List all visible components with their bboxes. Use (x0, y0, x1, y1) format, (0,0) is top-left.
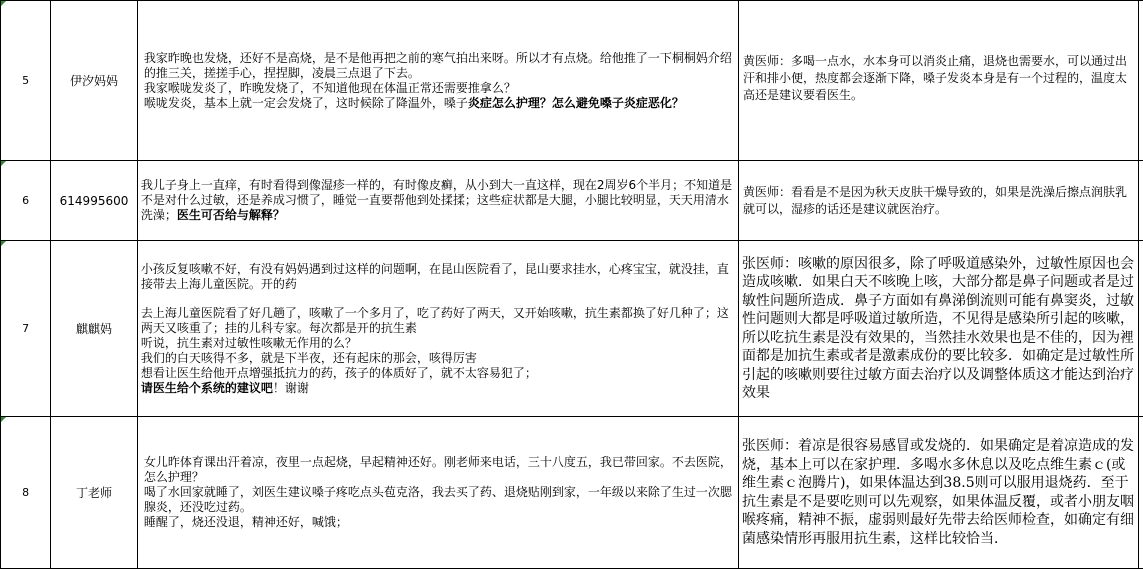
question-line: 我家昨晚也发烧，还好不是高烧，是不是他再把之前的寒气拍出来呀。所以才有点烧。给他推了一下桐桐妈介绍的推三关，搓搓手心，捏捏脚，凌晨三点退了下去。 (144, 51, 735, 81)
question-bold-text: 医生可否给与解释？ (177, 208, 285, 222)
next-column-cell[interactable] (1139, 161, 1143, 241)
row-number-cell[interactable] (1, 417, 51, 569)
next-column-cell[interactable] (1139, 1, 1143, 161)
asker-name: 麒麒妈 (76, 322, 112, 336)
question-line: 我家喉咙发炎了，昨晚发烧了，不知道他现在体温正常还需要推拿么？ (144, 81, 735, 96)
row-number-cell[interactable] (1, 1, 51, 161)
cell-comment-marker (1, 161, 6, 166)
row-number: 6 (22, 194, 29, 207)
question-line: 喝了水回家就睡了，刘医生建议嗓子疼吃点头苞克洛，我去买了药、退烧贴刚到家，一年级以来除了生过一次腮腺炎，还没吃过药。 (144, 485, 735, 515)
question-line: 小孩反复咳嗽不好，有没有妈妈遇到过这样的问题啊，在昆山医院看了，昆山要求挂水，心疼宝宝，就没挂，直接带去上海儿童医院。开的药 (141, 262, 735, 292)
question-line: 女儿昨体育课出汗着凉，夜里一点起烧，早起精神还好。刚老师来电话，三十八度五，我已带回家。不去医院，怎么护理？ (144, 455, 735, 485)
answer-cell[interactable] (738, 161, 1138, 241)
doctor-answer: 黄医师：多喝一点水，水本身可以消炎止痛，退烧也需要水，可以通过出汗和排小便，热度都会逐渐下降，嗓子发炎本身是有一个过程的，温度太高还是建议要看医生。 (743, 54, 1127, 102)
asker-name-cell[interactable] (51, 1, 138, 161)
row-number: 5 (22, 74, 29, 87)
table-row (1, 241, 1143, 417)
question-line: 我们的白天咳得不多，就是下半夜，还有起床的那会，咳得厉害 (141, 351, 735, 366)
question-line: 睡醒了，烧还没退，精神还好，喊饿； (144, 515, 735, 530)
answer-cell[interactable] (738, 417, 1138, 569)
question-cell[interactable] (137, 161, 738, 241)
table-row (1, 1, 1143, 161)
question-cell[interactable] (137, 241, 738, 417)
cell-comment-marker (1, 241, 6, 246)
table-row (1, 161, 1143, 241)
cell-comment-marker (1, 417, 6, 422)
row-number-cell[interactable] (1, 161, 51, 241)
asker-name-cell[interactable] (51, 241, 138, 417)
answer-cell[interactable] (738, 241, 1138, 417)
question-line: 喉咙发炎，基本上就一定会发烧了，这时候除了降温外，嗓子炎症怎么护理？怎么避免嗓子炎症恶化？ (144, 96, 735, 111)
question-bold-text: 炎症怎么护理？怎么避免嗓子炎症恶化？ (468, 96, 684, 110)
row-number: 7 (22, 322, 29, 335)
doctor-answer: 张医师：咳嗽的原因很多，除了呼吸道感染外，过敏性原因也会造成咳嗽．如果白天不咳晚上咳，大部分都是鼻子问题或者是过敏性问题所造成．鼻子方面如有鼻涕倒流则可能有鼻窦炎，过敏性问题则大都是呼吸道过敏所造，不见得是感染所引起的咳嗽，所以吃抗生素是没有效果的，当然挂水效果也是不佳的，因为裡面都是加抗生素或者是激素成份的要比较多．如确定是过敏性所引起的咳嗽则要往过敏方面去治疗以及调整体质这才能达到治疗效果 (742, 256, 1134, 402)
doctor-answer: 张医师：着凉是很容易感冒或发烧的．如果确定是着凉造成的发烧，基本上可以在家护理．多喝水多休息以及吃点维生素ｃ(或维生素ｃ泡腾片)，如果体温达到38.5则可以服用退烧药．至于抗生素是不是要吃则可以先观察，如果体温反覆，或者小朋友咽喉疼痛，精神不振，虚弱则最好先带去给医师检查，如确定有细菌感染情形再服用抗生素，这样比较恰当． (742, 438, 1134, 547)
question-bold-text: 请医生给个系统的建议吧 (141, 381, 273, 395)
asker-name: 丁老师 (76, 486, 112, 500)
next-column-cell[interactable] (1139, 241, 1143, 417)
doctor-answer: 黄医师：看看是不是因为秋天皮肤干燥导致的，如果是洗澡后擦点润肤乳就可以，湿疹的话还是建议就医治疗。 (743, 185, 1127, 216)
question-line: 去上海儿童医院看了好几趟了，咳嗽了一个多月了，吃了药好了两天，又开始咳嗽，抗生素都换了好几种了；这两天又咳重了；挂的儿科专家。每次都是开的抗生素 (141, 306, 735, 336)
row-number: 8 (22, 486, 29, 499)
asker-name: 614995600 (60, 194, 129, 208)
question-line: 请医生给个系统的建议吧！谢谢 (141, 381, 735, 396)
row-number-cell[interactable] (1, 241, 51, 417)
question-line: 想看让医生给他开点增强抵抗力的药，孩子的体质好了，就不太容易犯了； (141, 366, 735, 381)
question-cell[interactable] (137, 1, 738, 161)
question-line: 听说，抗生素对过敏性咳嗽无作用的么？ (141, 336, 735, 351)
next-column-cell[interactable] (1139, 417, 1143, 569)
asker-name-cell[interactable] (51, 161, 138, 241)
asker-name-cell[interactable] (51, 417, 138, 569)
answer-cell[interactable] (738, 1, 1138, 161)
question-cell[interactable] (137, 417, 738, 569)
question-line: 我儿子身上一直痒，有时看得到像湿疹一样的，有时像皮癣，从小到大一直这样，现在2周岁6个半月；不知道是不是对什么过敏，还是养成习惯了，睡觉一直要帮他到处揉揉；这些症状都是大腿，小腿比较明显，天天用清水洗澡；医生可否给与解释？ (141, 178, 735, 223)
cell-comment-marker (1, 1, 6, 6)
asker-name: 伊汐妈妈 (70, 74, 118, 88)
table-row (1, 417, 1143, 569)
